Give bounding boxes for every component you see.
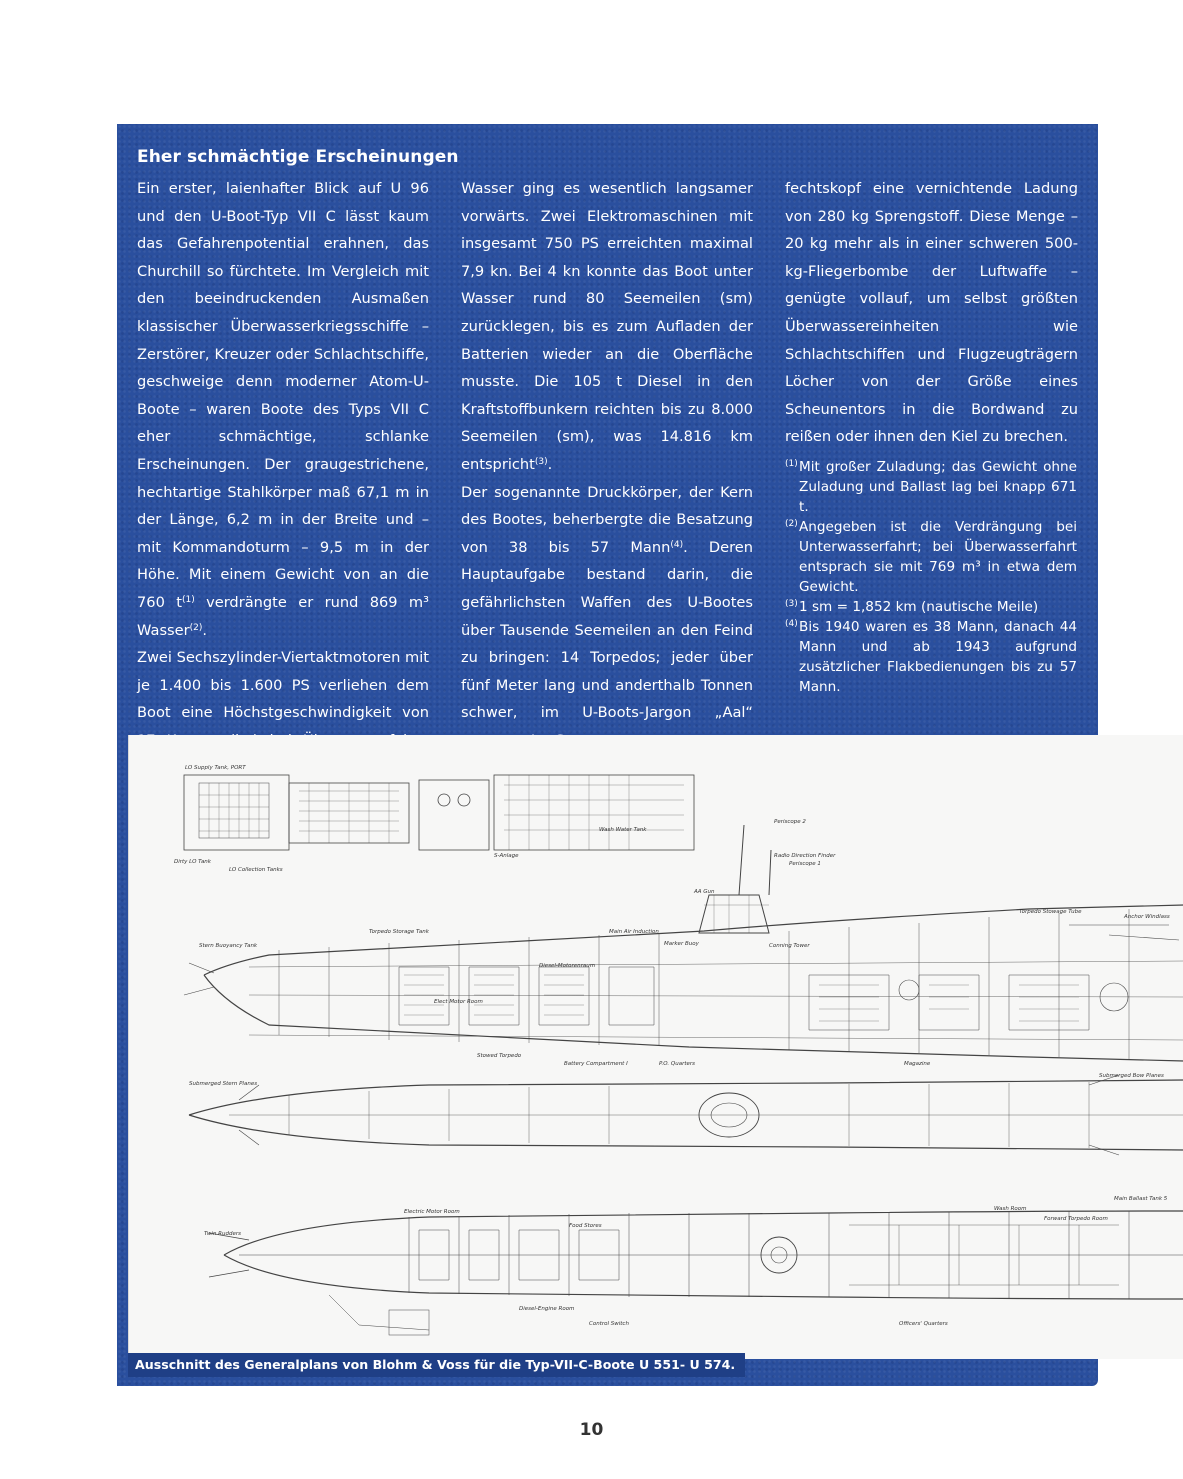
footnotes <box>785 457 1077 697</box>
footnote-ref: (3) <box>534 456 548 467</box>
top-view <box>189 1075 1183 1155</box>
plan-label: Torpedo Stowage Tube <box>1019 909 1082 915</box>
paragraph-text: . Deren Hauptaufgabe bestand darin, die gefährlichsten Waffen des U-Bootes über Tausende Seemeilen an den Feind zu bringen: 14 Torpedos; jeder über fünf Meter lang und anderthalb Tonnen schwer, im U-Boots-Jargon „Aal“ <box>461 538 754 722</box>
deck-plan-view <box>209 1211 1183 1335</box>
paragraph: fechtskopf eine vernichtende Ladung von 280 kg Sprengstoff. Diese Menge – 20 kg mehr als in einer schweren 500-kg-Fliegerbombe der Luftwaffe – genügte vollauf, um selbst größten Überwassereinheiten wie Schlachtschiffen und Flugzeugträgern Löcher von der Größe eines Scheunentors in die Bordwand zu reißen oder ihnen den Kiel zu brechen. <box>785 180 1078 446</box>
paragraph <box>461 479 753 755</box>
detail-drawing-3 <box>419 780 489 850</box>
footnote-marker: (4) <box>785 618 798 629</box>
plan-label: Forward Torpedo Room <box>1044 1216 1108 1222</box>
plan-label: Main Air Induction <box>609 929 659 935</box>
plan-label: Wash Room <box>994 1206 1027 1212</box>
plan-label: S-Anlage <box>494 853 519 859</box>
plan-label: Magazine <box>904 1061 931 1067</box>
plan-label: Dirty LO Tank <box>174 859 211 865</box>
submarine-plan-drawing <box>129 735 1183 1359</box>
detail-drawing-4 <box>494 775 694 850</box>
page-number: 10 <box>579 1420 604 1440</box>
text-column-2 <box>461 175 753 754</box>
footnote-ref: (4) <box>670 539 684 550</box>
paragraph-text: verdrängte er rund 869 m³ Wasser <box>137 593 429 639</box>
footnote-text: Angegeben ist die Verdrängung bei Unterwasserfahrt; bei Überwasserfahrt entsprach sie mit 769 m³ in etwa dem Gewicht. <box>799 518 1077 595</box>
plan-label: Wash Water Tank <box>599 827 647 833</box>
figure-caption: Ausschnitt des Generalplans von Blohm & Voss für die Typ-VII-C-Boote U 551- U 574. <box>128 1353 745 1377</box>
text-column-1 <box>137 175 429 782</box>
paragraph: Zwei Sechszylinder-Viertaktmotoren mit je 1.400 bis 1.600 PS verliehen dem Boot eine Höchstgeschwindigkeit von <box>137 649 429 722</box>
plan-label: Submerged Stern Planes <box>189 1081 258 1087</box>
plan-label: LO Collection Tanks <box>229 867 283 873</box>
footnote-text: Mit großer Zuladung; das Gewicht ohne Zuladung und Ballast lag bei knapp 671 t. <box>799 458 1077 515</box>
footnote-ref: (2) <box>189 622 203 633</box>
plan-label: Stowed Torpedo <box>477 1053 522 1059</box>
footnote <box>785 597 1077 617</box>
footnote <box>785 517 1077 597</box>
footnote-ref: (1) <box>181 594 195 605</box>
footnote-marker: (3) <box>785 598 798 609</box>
plan-label: Twin Rudders <box>204 1231 241 1237</box>
plan-label: Submerged Bow Planes <box>1099 1073 1164 1079</box>
plan-label: Radio Direction Finder <box>774 853 836 859</box>
plan-label: Diesel-Motorenraum <box>539 963 596 969</box>
plan-label: Main Ballast Tank 5 <box>1114 1196 1168 1202</box>
footnote-text: Bis 1940 waren es 38 Mann, danach 44 Mann und ab 1943 aufgrund zusätzlicher Flakbedienungen bis zu 57 Mann. <box>799 618 1077 695</box>
plan-label: Conning Tower <box>769 943 810 949</box>
paragraph <box>461 175 753 479</box>
footnote-marker: (2) <box>785 518 798 529</box>
paragraph <box>137 175 429 644</box>
paragraph-text: Ein erster, laienhafter Blick auf U 96 und den U-Boot-Typ VII C lässt kaum das Gefahrenpotential erahnen, das Churchill so fürchtete. Im Vergleich mit den beeindruckenden Ausmaßen klassischer Überwasserkriegsschiffe – Zerstörer, Kreuzer oder Schlachtschiffe, geschweige denn moderner Atom-U-Boote – waren Boote des Typs VII C eher schmächtige, schlanke Erscheinungen. Der graugestrichene, hechtartige Stahlkörper maß 67,1 m in der Länge, 6,2 m in der Breite und – mit Kommandoturm – 9,5 m in der Höhe. Mit einem Gewicht von an die 760 t <box>137 180 429 611</box>
plan-label: Stern Buoyancy Tank <box>199 943 258 949</box>
submarine-general-plan <box>128 735 1183 1359</box>
footnote <box>785 457 1077 517</box>
footnote-marker: (1) <box>785 458 798 469</box>
plan-label: Electric Motor Room <box>404 1209 460 1215</box>
plan-label: LO Supply Tank, PORT <box>185 765 246 771</box>
paragraph-text: Wasser ging es wesentlich langsamer vorwärts. Zwei Elektromaschinen mit insgesamt 750 PS erreichten maximal 7,9 kn. Bei 4 kn konnte das Boot unter Wasser rund 80 Seemeilen (sm) zurücklegen, bis es zum Aufladen der Batterien wieder an die Oberfläche musste. Die 105 t Diesel in den Kraftstoffbunkern reichten bis zu 8.000 Seemeilen (sm), was 14.816 km entspricht <box>461 180 753 473</box>
plan-label: Control Switch <box>589 1321 629 1327</box>
paragraph-text: . <box>547 455 553 473</box>
section-heading: Eher schmächtige Erscheinungen <box>137 147 459 167</box>
plan-label: Torpedo Storage Tank <box>369 929 429 935</box>
footnote <box>785 617 1077 697</box>
plan-label: Diesel-Engine Room <box>519 1306 575 1312</box>
plan-label: P.O. Quarters <box>659 1061 696 1067</box>
paragraph-text: Der sogenannte Druckkörper, der Kern des Bootes, beherbergte die Besatzung von 38 bis 57 Mann <box>461 483 753 556</box>
plan-label: Food Stores <box>569 1223 602 1229</box>
plan-label: Anchor Windlass <box>1124 914 1170 920</box>
plan-label: Officers' Quarters <box>899 1321 948 1327</box>
plan-label: Periscope 2 <box>774 819 806 825</box>
plan-label: Marker Buoy <box>664 941 699 947</box>
plan-label: Elect Motor Room <box>434 999 483 1005</box>
footnote-text: 1 sm = 1,852 km (nautische Meile) <box>799 598 1039 615</box>
text-column-3 <box>785 175 1077 697</box>
paragraph-text: . <box>202 621 208 639</box>
plan-label: AA Gun <box>694 889 715 895</box>
plan-label: Periscope 1 <box>789 861 821 867</box>
detail-drawing-1 <box>184 775 289 850</box>
plan-label: Battery Compartment I <box>564 1061 628 1067</box>
